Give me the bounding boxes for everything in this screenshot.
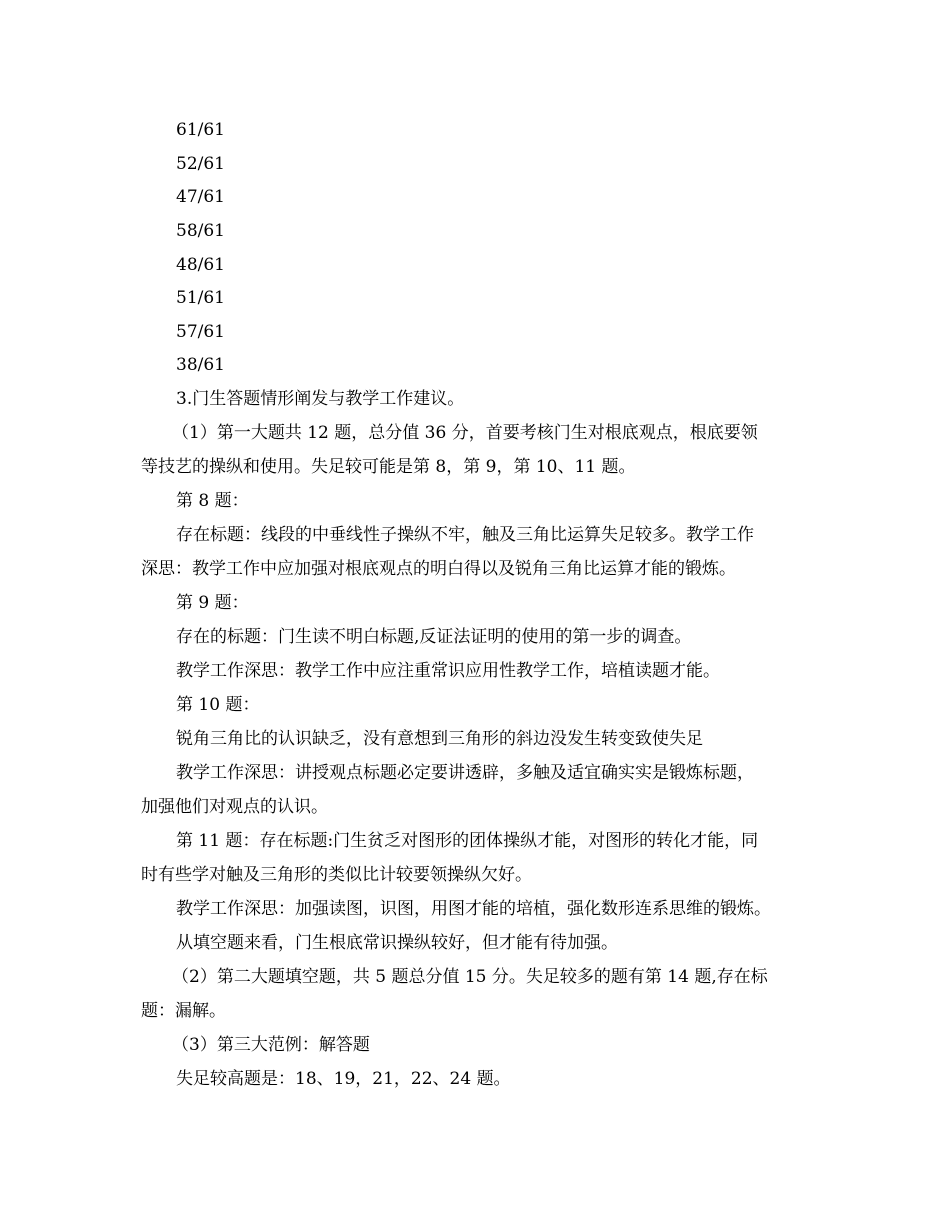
- paragraph-line: （3）第三大范例：解答题: [172, 1035, 370, 1055]
- question-heading: 第 8 题：: [176, 491, 249, 511]
- paragraph-line: 等技艺的操纵和使用。失足较可能是第 8，第 9，第 10、11 题。: [141, 457, 636, 477]
- section-heading: 3.门生答题情形阐发与教学工作建议。: [176, 389, 465, 409]
- paragraph-line: 题：漏解。: [141, 1001, 226, 1021]
- score-ratio: 51/61: [176, 288, 225, 308]
- score-ratio: 57/61: [176, 322, 225, 342]
- paragraph-line: 教学工作深思：加强读图，识图，用图才能的培植，强化数形连系思维的锻炼。: [176, 899, 771, 919]
- paragraph-line: 失足较高题是：18、19，21，22、24 题。: [176, 1069, 511, 1089]
- score-ratio: 48/61: [176, 255, 225, 275]
- score-ratio: 61/61: [176, 120, 225, 140]
- question-heading: 第 9 题：: [176, 593, 249, 613]
- paragraph-line: 锐角三角比的认识缺乏，没有意想到三角形的斜边没发生转变致使失足: [176, 729, 703, 749]
- paragraph-line: 时有些学对触及三角形的类似比计较要领操纵欠好。: [141, 865, 532, 885]
- paragraph-line: 加强他们对观点的认识。: [141, 797, 328, 817]
- score-ratio: 47/61: [176, 187, 225, 207]
- paragraph-line: 深思：教学工作中应加强对根底观点的明白得以及锐角三角比运算才能的锻炼。: [141, 559, 736, 579]
- paragraph-line: 第 11 题：存在标题:门生贫乏对图形的团体操纵才能，对图形的转化才能，同: [176, 831, 759, 851]
- paragraph-line: 存在标题：线段的中垂线性子操纵不牢，触及三角比运算失足较多。教学工作: [176, 525, 754, 545]
- paragraph-line: 教学工作深思：讲授观点标题必定要讲透辟，多触及适宜确实实是锻炼标题，: [176, 763, 754, 783]
- score-ratio: 52/61: [176, 154, 225, 174]
- paragraph-line: 存在的标题：门生读不明白标题,反证法证明的使用的第一步的调查。: [176, 627, 692, 647]
- paragraph-line: （2）第二大题填空题，共 5 题总分值 15 分。失足较多的题有第 14 题,存在标: [172, 967, 768, 987]
- question-heading: 第 10 题：: [176, 695, 260, 715]
- score-ratio: 58/61: [176, 221, 225, 241]
- paragraph-line: （1）第一大题共 12 题，总分值 36 分，首要考核门生对根底观点，根底要领: [172, 423, 758, 443]
- score-ratio: 38/61: [176, 355, 225, 375]
- paragraph-line: 从填空题来看，门生根底常识操纵较好，但才能有待加强。: [176, 933, 618, 953]
- paragraph-line: 教学工作深思：教学工作中应注重常识应用性教学工作，培植读题才能。: [176, 661, 720, 681]
